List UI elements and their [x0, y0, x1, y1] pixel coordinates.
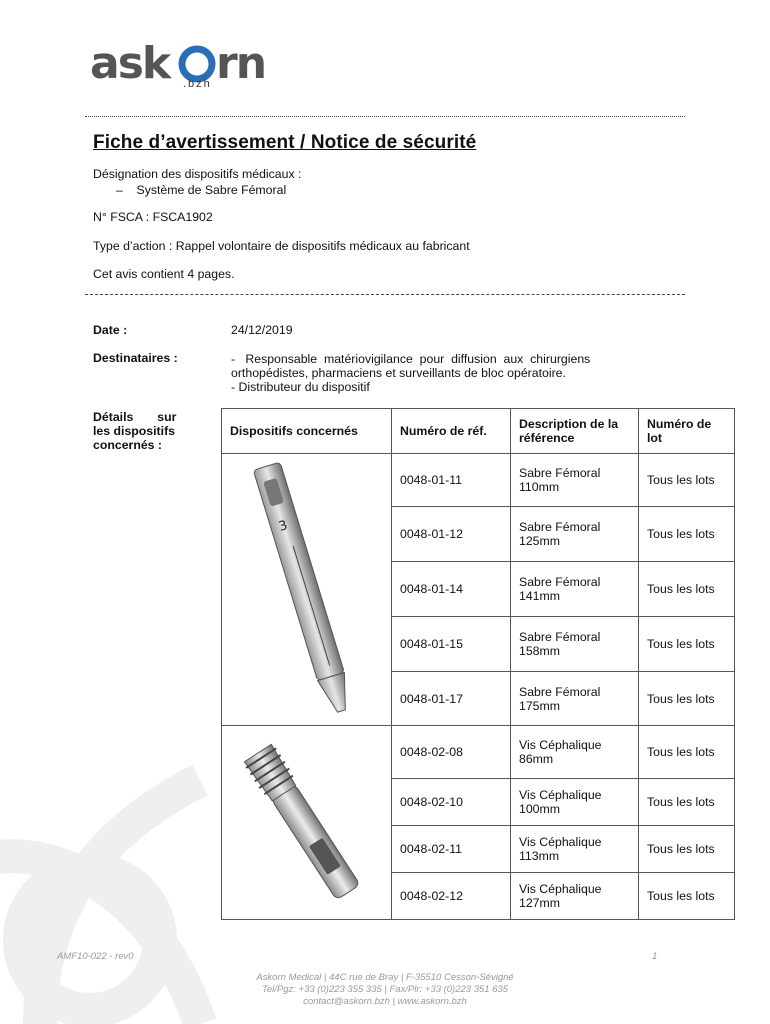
row-8-ref: 0048-02-11 — [392, 826, 511, 873]
row-3-lot: Tous les lots — [639, 562, 735, 617]
document-reference: AMF10-022 - rev0 — [57, 951, 134, 962]
details-label-line-1: Détails sur — [93, 410, 177, 424]
recipients-line-1: - Responsable matériovigilance pour diffusion aux chirurgiens — [231, 352, 591, 366]
screw-image-cell — [222, 726, 392, 920]
fsca-number: N° FSCA : FSCA1902 — [93, 210, 213, 224]
askorn-logo — [90, 38, 270, 98]
row-7-lot: Tous les lots — [639, 779, 735, 826]
row-7-desc: Vis Céphalique 100mm — [511, 779, 639, 826]
logo-subtitle: .bzh — [183, 78, 212, 90]
recipients-label: Destinataires : — [93, 351, 178, 365]
details-label — [93, 410, 176, 452]
footer-contact: contact@askorn.bzh | www.askorn.bzh — [303, 996, 467, 1007]
row-2-ref: 0048-01-12 — [392, 507, 511, 562]
row-3-desc: Sabre Fémoral 141mm — [511, 562, 639, 617]
row-1-lot: Tous les lots — [639, 454, 735, 507]
row-6-desc: Vis Céphalique 86mm — [511, 726, 639, 779]
row-4-lot: Tous les lots — [639, 617, 735, 672]
row-9-lot: Tous les lots — [639, 873, 735, 920]
row-6-ref: 0048-02-08 — [392, 726, 511, 779]
svg-text:rn: rn — [216, 38, 266, 89]
recipients-line-3: - Distributeur du dispositif — [231, 380, 370, 394]
row-4-desc: Sabre Fémoral 158mm — [511, 617, 639, 672]
row-8-lot: Tous les lots — [639, 826, 735, 873]
table-row — [222, 726, 735, 779]
action-type: Type d’action : Rappel volontaire de dispositifs médicaux au fabricant — [93, 239, 470, 253]
recipients-line-2: orthopédistes, pharmaciens et surveillants de bloc opératoire. — [231, 366, 566, 380]
row-6-lot: Tous les lots — [639, 726, 735, 779]
sabre-image-cell — [222, 454, 392, 726]
row-7-ref: 0048-02-10 — [392, 779, 511, 826]
header-divider — [85, 116, 685, 117]
pages-note: Cet avis contient 4 pages. — [93, 267, 235, 281]
row-5-lot: Tous les lots — [639, 672, 735, 726]
femoral-sabre-image — [222, 454, 391, 722]
row-1-ref: 0048-01-11 — [392, 454, 511, 507]
row-5-ref: 0048-01-17 — [392, 672, 511, 726]
cephalic-screw-image — [222, 726, 391, 916]
footer-address: Askorn Medical | 44C rue de Bray | F-35510 Cesson-Sévigné — [256, 972, 514, 983]
row-4-ref: 0048-01-15 — [392, 617, 511, 672]
row-9-ref: 0048-02-12 — [392, 873, 511, 920]
svg-text:ask: ask — [90, 38, 170, 89]
table-header-row — [222, 409, 735, 454]
details-label-line-3: concernés : — [93, 438, 163, 452]
header-ref: Numéro de réf. — [392, 409, 511, 454]
row-3-ref: 0048-01-14 — [392, 562, 511, 617]
table-row — [222, 454, 735, 507]
details-label-line-2: les dispositifs — [93, 424, 176, 438]
svg-text:3: 3 — [277, 518, 290, 535]
section-divider — [85, 294, 685, 295]
devices-table — [221, 408, 735, 920]
row-2-lot: Tous les lots — [639, 507, 735, 562]
header-lot: Numéro de lot — [639, 409, 735, 454]
designation-item: – Système de Sabre Fémoral — [116, 183, 287, 197]
header-devices: Dispositifs concernés — [222, 409, 392, 454]
header-desc: Description de la référence — [511, 409, 639, 454]
date-value: 24/12/2019 — [231, 323, 293, 337]
row-5-desc: Sabre Fémoral 175mm — [511, 672, 639, 726]
page-title: Fiche d’avertissement / Notice de sécurité — [93, 132, 477, 153]
row-8-desc: Vis Céphalique 113mm — [511, 826, 639, 873]
designation-label: Désignation des dispositifs médicaux : — [93, 167, 302, 181]
row-2-desc: Sabre Fémoral 125mm — [511, 507, 639, 562]
footer-phone: Tel/Pgz: +33 (0)223 355 335 | Fax/Plr: +33 (0)223 351 635 — [261, 984, 509, 995]
row-1-desc: Sabre Fémoral 110mm — [511, 454, 639, 507]
date-label: Date : — [93, 323, 128, 337]
row-9-desc: Vis Céphalique 127mm — [511, 873, 639, 920]
page-number: 1 — [652, 951, 658, 962]
